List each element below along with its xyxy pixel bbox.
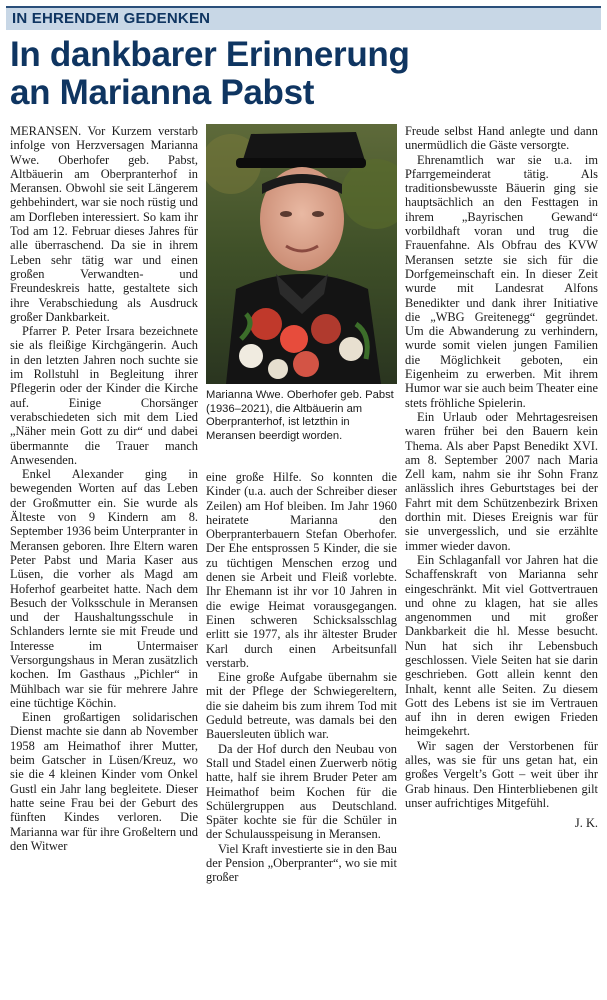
paragraph: MERANSEN. Vor Kurzem verstarb infolge von Herzversagen Marianna Wwe. Oberhofer geb. Pabst, Altbäuerin am Oberpranterhof in Meransen. Obwohl sie seit Längerem gehbehindert, war sie noch rüstig und am Dorfleben interessiert. So kam ihr Tod am 12. Februar dieses Jahres für alle überraschend. Da sie in ihrem Leben sehr tätig war und einen großen Verwandten- und Freundeskreis hatte, gestaltete sich ihre Verabschiedung als Ausdruck großer Dankbarkeit. xyxy=(10,124,198,324)
section-label: IN EHRENDEM GEDENKEN xyxy=(12,10,211,27)
portrait-photo xyxy=(206,124,397,384)
article-column-2 xyxy=(206,470,397,885)
paragraph: Eine große Aufgabe übernahm sie mit der Pflege der Schwiegereltern, die sie daheim bis zum ihrem Tod mit Geduld betreute, was damals bei den Bauersleuten üblich war. xyxy=(206,670,397,742)
paragraph: Ein Urlaub oder Mehrtagesreisen waren früher bei den Bauern kein Thema. Als aber Papst Benedikt XVI. am 8. September 2007 nach Maria Zell kam, nahm sie ihr Sohn Franz anlässlich ihres Geburtstages bei der Fahrt mit dem Schützenbezirk Brixen dorthin mit. Dieses Ereignis war für sie unvergesslich, und sie erzählte immer wieder davon. xyxy=(405,409,598,553)
article-column-1 xyxy=(10,124,198,853)
headline-line-2: an Marianna Pabst xyxy=(10,73,315,112)
paragraph: Ein Schlaganfall vor Jahren hat die Schaffenskraft von Marianna sehr eingeschränkt. Mit viel Gottvertrauen und ohne zu klagen, hat sie alles angenommen und mit großer Dankbarkeit die hl. Messe besucht. Nun hat sich ihr Lebensbuch geschlossen. Viele Seiten hat sie darin geschrieben. Gott allein kennt den Inhalt, kennt alle Seiten. Zu diesem Gott des Lebens ist sie im Vertrauen auf ihn in deren ewigen Frieden heimgekehrt. xyxy=(405,552,598,739)
paragraph: eine große Hilfe. So konnten die Kinder (u.a. auch der Schreiber dieser Zeilen) am Hof bleiben. Im Jahr 1960 heiratete Marianna den Oberpranterbauern Stefan Oberhofer. Der Ehe entsprossen 5 Kinder, die sie zu tüchtigen Menschen erzog und denen sie Arbeit und Fleiß vorlebte. Ihr Ehemann ist ihr vor 10 Jahren in die ewige Heimat vorausgegangen. Einen schweren Schicksalsschlag erlitt sie 1977, als ihr ältester Bruder Karl durch einen Arbeitsunfall verstarb. xyxy=(206,470,397,670)
paragraph: Einen großartigen solidarischen Dienst machte sie dann ab November 1958 am Heimathof ihrer Mutter, beim Gatscher in Lüsen/Kreuz, wo sie die 4 kleinen Kinder vom Onkel Gustl ein Jahr lang begleitete. Dieser hatte seine Frau bei der Geburt des fünften Kindes verloren. Die Marianna war für ihre Großeltern und den Witwer xyxy=(10,710,198,853)
paragraph: Viel Kraft investierte sie in den Bau der Pension „Oberpranter“, wo sie mit großer xyxy=(206,841,397,885)
paragraph: Enkel Alexander ging in bewegenden Worten auf das Leben der Großmutter ein. Sie wurde als Älteste von 9 Kindern am 8. September 1936 beim Unterpranter in Meransen geboren. Ihre Eltern waren Peter Pabst und Maria Kaser aus Lüsen, die vorher als Magd am Hoferhof gearbeitet hatte. Nach dem Besuch der Volksschule in Meransen und der Haushaltungsschule in Schlanders lernte sie mit Freude und Interesse im Untermaiser Versorgungshaus in Meran zusätzlich kochen. Im Gasthaus „Pichler“ in Mühlbach war sie für mehrere Jahre eine tüchtige Köchin. xyxy=(10,467,198,710)
headline-line-1: In dankbarer Erinnerung xyxy=(10,35,410,74)
paragraph: Ehrenamtlich war sie u.a. im Pfarrgemeinderat tätig. Als traditionsbewusste Bäuerin ging sie hauptsächlich an den Festtagen in ihrem „Bayrischen Gewand“ vorbildhaft voran und trug die Frauenfahne. Als Obfrau des KVW Meransen setzte sie sich für die Dorfgemeinschaft ein. In dieser Zeit wurde mit Landesrat Alfons Benedikter und dank ihrer Initiative die „WBG Greitenegg“ gegründet. Um die Abwanderung zu verhindern, wurde somit vielen jungen Familien die Möglichkeit geboten, ein Eigenheim zu erwerben. Mit ihrem Humor war sie auch beim Theater eine stets fröhliche Spielerin. xyxy=(405,152,598,410)
paragraph: Freude selbst Hand anlegte und dann unermüdlich die Gäste versorgte. xyxy=(405,124,598,153)
author-signature: J. K. xyxy=(574,816,598,831)
paragraph: Da der Hof durch den Neubau von Stall und Stadel einen Zuerwerb nötig hatte, half sie ihrem Bruder Peter am Heimathof beim Kochen für die Schülergruppen aus Deutschland. Später kochte sie für die Schüler in der Schulausspeisung in Meransen. xyxy=(206,741,397,842)
paragraph: Pfarrer P. Peter Irsara bezeichnete sie als fleißige Kirchgängerin. Auch in den letzten Jahren noch suchte sie im Rollstuhl in Begleitung ihrer Pflegerin oder der Kinder die Kirche auf. Einige Chorsänger verabschiedeten sich mit dem Lied „Näher mein Gott zu dir“ und dabei übermannte die Trauer manch Anwesenden. xyxy=(10,324,198,467)
article-headline xyxy=(10,36,600,112)
article-column-3 xyxy=(405,124,598,831)
paragraph: Wir sagen der Verstorbenen für alles, was sie für uns getan hat, ein großes Vergelt’s Gott – weit über ihr Grab hinaus. Den Hinterbliebenen gilt unser aufrichtiges Mitgefühl. xyxy=(405,738,598,810)
section-header-bar xyxy=(6,6,601,30)
photo-caption: Marianna Wwe. Oberhofer geb. Pabst (1936–2021), die Altbäuerin am Oberpranterhof, ist letzthin in Meransen beerdigt worden. xyxy=(206,389,394,442)
